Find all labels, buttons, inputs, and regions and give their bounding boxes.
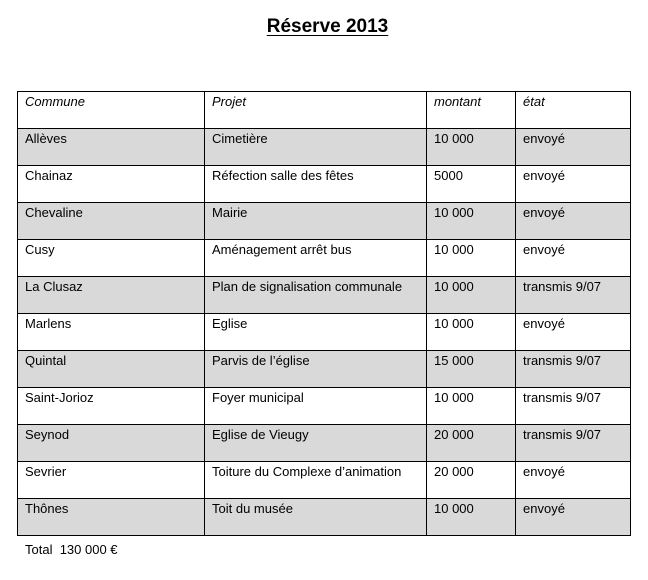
cell-projet: Toiture du Complexe d’animation [205, 462, 427, 499]
table-row [18, 388, 631, 425]
total-label: Total [25, 542, 53, 557]
cell-projet: Toit du musée [205, 499, 427, 536]
cell-montant: 10 000 [427, 240, 516, 277]
reserve-table [17, 91, 631, 536]
cell-etat: transmis 9/07 [516, 388, 631, 425]
column-header-montant: montant [427, 92, 516, 129]
cell-montant: 5000 [427, 166, 516, 203]
cell-montant: 10 000 [427, 499, 516, 536]
cell-montant: 10 000 [427, 388, 516, 425]
table-row [18, 166, 631, 203]
cell-projet: Aménagement arrêt bus [205, 240, 427, 277]
table-row [18, 203, 631, 240]
cell-commune: Marlens [18, 314, 205, 351]
cell-montant: 20 000 [427, 462, 516, 499]
table-row [18, 499, 631, 536]
cell-montant: 10 000 [427, 314, 516, 351]
cell-montant: 10 000 [427, 277, 516, 314]
cell-projet: Plan de signalisation communale [205, 277, 427, 314]
table-row [18, 129, 631, 166]
document-title: Réserve 2013 [266, 16, 389, 37]
cell-projet: Réfection salle des fêtes [205, 166, 427, 203]
column-header-commune: Commune [18, 92, 205, 129]
cell-commune: Cusy [18, 240, 205, 277]
cell-commune: La Clusaz [18, 277, 205, 314]
cell-etat: transmis 9/07 [516, 277, 631, 314]
cell-etat: envoyé [516, 203, 631, 240]
cell-etat: envoyé [516, 240, 631, 277]
cell-etat: envoyé [516, 166, 631, 203]
table-row [18, 462, 631, 499]
cell-montant: 10 000 [427, 203, 516, 240]
table-row [18, 314, 631, 351]
cell-projet: Parvis de l’église [205, 351, 427, 388]
cell-commune: Chainaz [18, 166, 205, 203]
column-header-etat: état [516, 92, 631, 129]
cell-etat: envoyé [516, 499, 631, 536]
cell-projet: Foyer municipal [205, 388, 427, 425]
cell-projet: Eglise [205, 314, 427, 351]
header-row [18, 92, 631, 129]
cell-projet: Mairie [205, 203, 427, 240]
total-line [25, 542, 118, 557]
cell-etat: transmis 9/07 [516, 425, 631, 462]
cell-etat: transmis 9/07 [516, 351, 631, 388]
cell-etat: envoyé [516, 462, 631, 499]
cell-commune: Chevaline [18, 203, 205, 240]
cell-commune: Seynod [18, 425, 205, 462]
cell-commune: Thônes [18, 499, 205, 536]
table-row [18, 240, 631, 277]
table-row [18, 351, 631, 388]
cell-montant: 20 000 [427, 425, 516, 462]
cell-etat: envoyé [516, 129, 631, 166]
cell-commune: Sevrier [18, 462, 205, 499]
cell-commune: Allèves [18, 129, 205, 166]
cell-montant: 10 000 [427, 129, 516, 166]
table-row [18, 425, 631, 462]
table-row [18, 277, 631, 314]
table-body [18, 129, 631, 536]
cell-commune: Quintal [18, 351, 205, 388]
cell-projet: Eglise de Vieugy [205, 425, 427, 462]
cell-montant: 15 000 [427, 351, 516, 388]
cell-commune: Saint-Jorioz [18, 388, 205, 425]
cell-projet: Cimetière [205, 129, 427, 166]
column-header-projet: Projet [205, 92, 427, 129]
cell-etat: envoyé [516, 314, 631, 351]
total-value: 130 000 € [59, 542, 118, 557]
